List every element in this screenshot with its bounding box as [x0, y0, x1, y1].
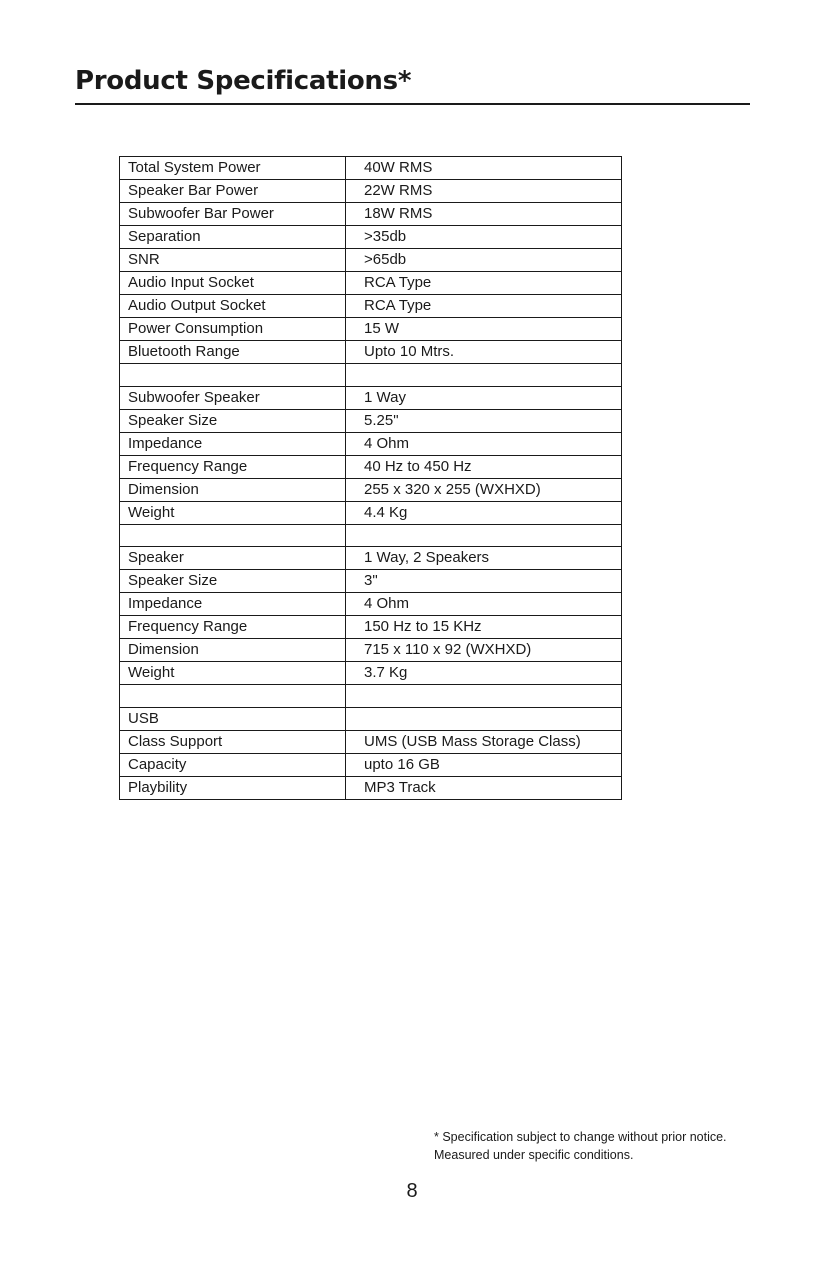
spec-value: 15 W: [346, 318, 622, 341]
spec-table: [119, 156, 622, 800]
spec-label: Playbility: [120, 777, 346, 800]
table-row: [120, 341, 622, 364]
spec-label: Frequency Range: [120, 455, 346, 478]
table-row: [120, 478, 622, 501]
table-row: [120, 616, 622, 639]
table-row: [120, 501, 622, 524]
table-row: [120, 570, 622, 593]
spec-value: 715 x 110 x 92 (WXHXD): [346, 639, 622, 662]
spec-value: RCA Type: [346, 295, 622, 318]
spec-value: [346, 524, 622, 547]
spec-label: Class Support: [120, 731, 346, 754]
spec-value: 3": [346, 570, 622, 593]
spec-value: 4 Ohm: [346, 432, 622, 455]
spec-label: Weight: [120, 662, 346, 685]
table-row: [120, 777, 622, 800]
spec-label: Frequency Range: [120, 616, 346, 639]
spec-label: Separation: [120, 226, 346, 249]
spec-value: >65db: [346, 249, 622, 272]
spec-label: Total System Power: [120, 157, 346, 180]
spec-label: Speaker Bar Power: [120, 180, 346, 203]
spec-value: Upto 10 Mtrs.: [346, 341, 622, 364]
spec-value: 1 Way: [346, 386, 622, 409]
spec-value: 150 Hz to 15 KHz: [346, 616, 622, 639]
spec-label: Dimension: [120, 639, 346, 662]
spec-label: Dimension: [120, 478, 346, 501]
spec-label: Speaker: [120, 547, 346, 570]
spec-label: Impedance: [120, 432, 346, 455]
spec-value: 40 Hz to 450 Hz: [346, 455, 622, 478]
spec-label: USB: [120, 708, 346, 731]
spec-value: [346, 685, 622, 708]
spec-value: >35db: [346, 226, 622, 249]
table-row: [120, 409, 622, 432]
table-row: [120, 754, 622, 777]
spec-label: SNR: [120, 249, 346, 272]
footnote-line-1: * Specification subject to change without prior notice.: [434, 1130, 727, 1144]
title-divider: [75, 103, 750, 105]
table-row: [120, 593, 622, 616]
table-row: [120, 226, 622, 249]
spec-value: 4 Ohm: [346, 593, 622, 616]
table-row: [120, 455, 622, 478]
spec-value: 40W RMS: [346, 157, 622, 180]
table-row: [120, 249, 622, 272]
table-row: [120, 295, 622, 318]
table-row: [120, 639, 622, 662]
spec-value: RCA Type: [346, 272, 622, 295]
table-row: [120, 318, 622, 341]
spec-value: [346, 364, 622, 387]
table-row: [120, 180, 622, 203]
footnote: [434, 1128, 727, 1164]
spec-label: [120, 364, 346, 387]
table-row: [120, 272, 622, 295]
footnote-line-2: Measured under specific conditions.: [434, 1148, 634, 1162]
spec-value: 22W RMS: [346, 180, 622, 203]
spec-label: Speaker Size: [120, 409, 346, 432]
table-row: [120, 662, 622, 685]
spec-label: Capacity: [120, 754, 346, 777]
spec-value: upto 16 GB: [346, 754, 622, 777]
spec-value: 255 x 320 x 255 (WXHXD): [346, 478, 622, 501]
spec-value: [346, 708, 622, 731]
spec-label: Subwoofer Bar Power: [120, 203, 346, 226]
table-row: [120, 364, 622, 387]
page-title: Product Specifications*: [75, 66, 412, 96]
spec-value: UMS (USB Mass Storage Class): [346, 731, 622, 754]
spec-value: 5.25": [346, 409, 622, 432]
table-row: [120, 386, 622, 409]
table-row: [120, 524, 622, 547]
spec-label: [120, 524, 346, 547]
spec-label: Impedance: [120, 593, 346, 616]
spec-label: Bluetooth Range: [120, 341, 346, 364]
spec-label: Audio Input Socket: [120, 272, 346, 295]
spec-label: Weight: [120, 501, 346, 524]
spec-label: Power Consumption: [120, 318, 346, 341]
spec-label: Subwoofer Speaker: [120, 386, 346, 409]
spec-value: 1 Way, 2 Speakers: [346, 547, 622, 570]
spec-value: 4.4 Kg: [346, 501, 622, 524]
page-number: 8: [406, 1180, 418, 1202]
table-row: [120, 731, 622, 754]
spec-value: 3.7 Kg: [346, 662, 622, 685]
spec-label: [120, 685, 346, 708]
table-row: [120, 432, 622, 455]
table-row: [120, 157, 622, 180]
table-row: [120, 708, 622, 731]
spec-table-body: [120, 157, 622, 800]
spec-value: MP3 Track: [346, 777, 622, 800]
table-row: [120, 685, 622, 708]
table-row: [120, 547, 622, 570]
table-row: [120, 203, 622, 226]
spec-label: Audio Output Socket: [120, 295, 346, 318]
spec-label: Speaker Size: [120, 570, 346, 593]
spec-value: 18W RMS: [346, 203, 622, 226]
